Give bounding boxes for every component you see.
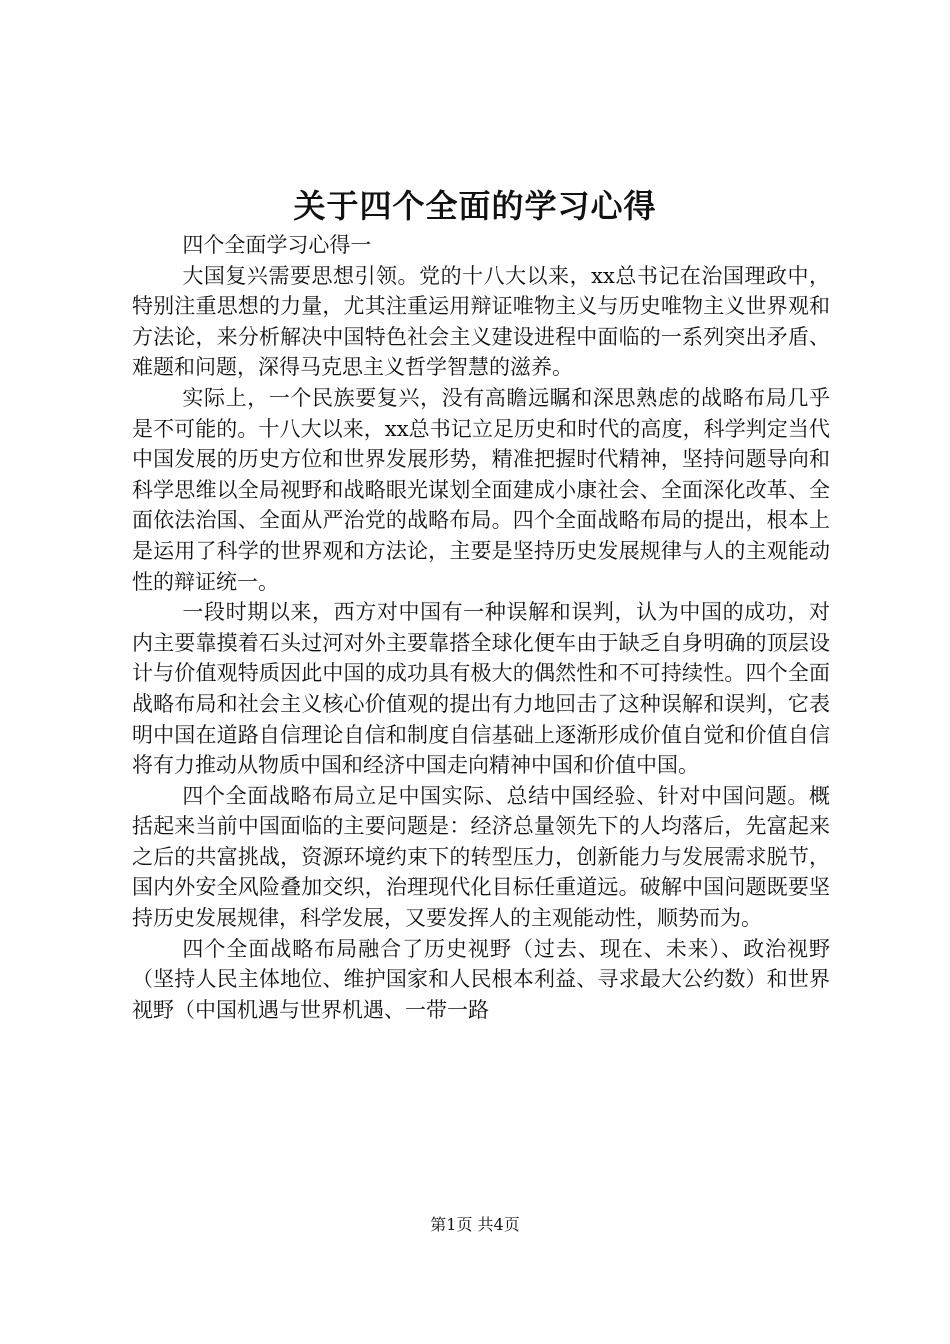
page-footer: 第1页 共4页 (430, 1215, 520, 1234)
paragraph: 四个全面战略布局融合了历史视野（过去、现在、未来）、政治视野（坚持人民主体地位、维护国家和人民根本利益、寻求最大公约数）和世界视野（中国机遇与世界机遇、一带一路 (132, 936, 830, 1022)
paragraph: 大国复兴需要思想引领。党的十八大以来，xx总书记在治国理政中，特别注重思想的力量，尤其注重运用辩证唯物主义与历史唯物主义世界观和方法论，来分析解决中国特色社会主义建设进程中面临的一系列突出矛盾、难题和问题，深得马克思主义哲学智慧的滋养。 (132, 263, 830, 380)
paragraph-subtitle: 四个全面学习心得一 (182, 233, 372, 257)
paragraph: 一段时期以来，西方对中国有一种误解和误判，认为中国的成功，对内主要靠摸着石头过河对外主要靠搭全球化便车由于缺乏自身明确的顶层设计与价值观特质因此中国的成功具有极大的偶然性和不可持续性。四个全面战略布局和社会主义核心价值观的提出有力地回击了这种误解和误判，它表明中国在道路自信理论自信和制度自信基础上逐渐形成价值自觉和价值自信将有力推动从物质中国和经济中国走向精神中国和价值中国。 (132, 600, 830, 778)
document-body (132, 230, 830, 1025)
document-title: 关于四个全面的学习心得 (293, 187, 657, 225)
paragraph: 四个全面战略布局立足中国实际、总结中国经验、针对中国问题。概括起来当前中国面临的主要问题是：经济总量领先下的人均落后，先富起来之后的共富挑战，资源环境约束下的转型压力，创新能力与发展需求脱节，国内外安全风险叠加交织，治理现代化目标任重道远。破解中国问题既要坚持历史发展规律，科学发展，又要发挥人的主观能动性，顺势而为。 (132, 783, 830, 931)
paragraph: 实际上，一个民族要复兴，没有高瞻远瞩和深思熟虑的战略布局几乎是不可能的。十八大以来，xx总书记立足历史和时代的高度，科学判定当代中国发展的历史方位和世界发展形势，精准把握时代精神，坚持问题导向和科学思维以全局视野和战略眼光谋划全面建成小康社会、全面深化改革、全面依法治国、全面从严治党的战略布局。四个全面战略布局的提出，根本上是运用了科学的世界观和方法论，主要是坚持历史发展规律与人的主观能动性的辩证统一。 (132, 385, 830, 594)
